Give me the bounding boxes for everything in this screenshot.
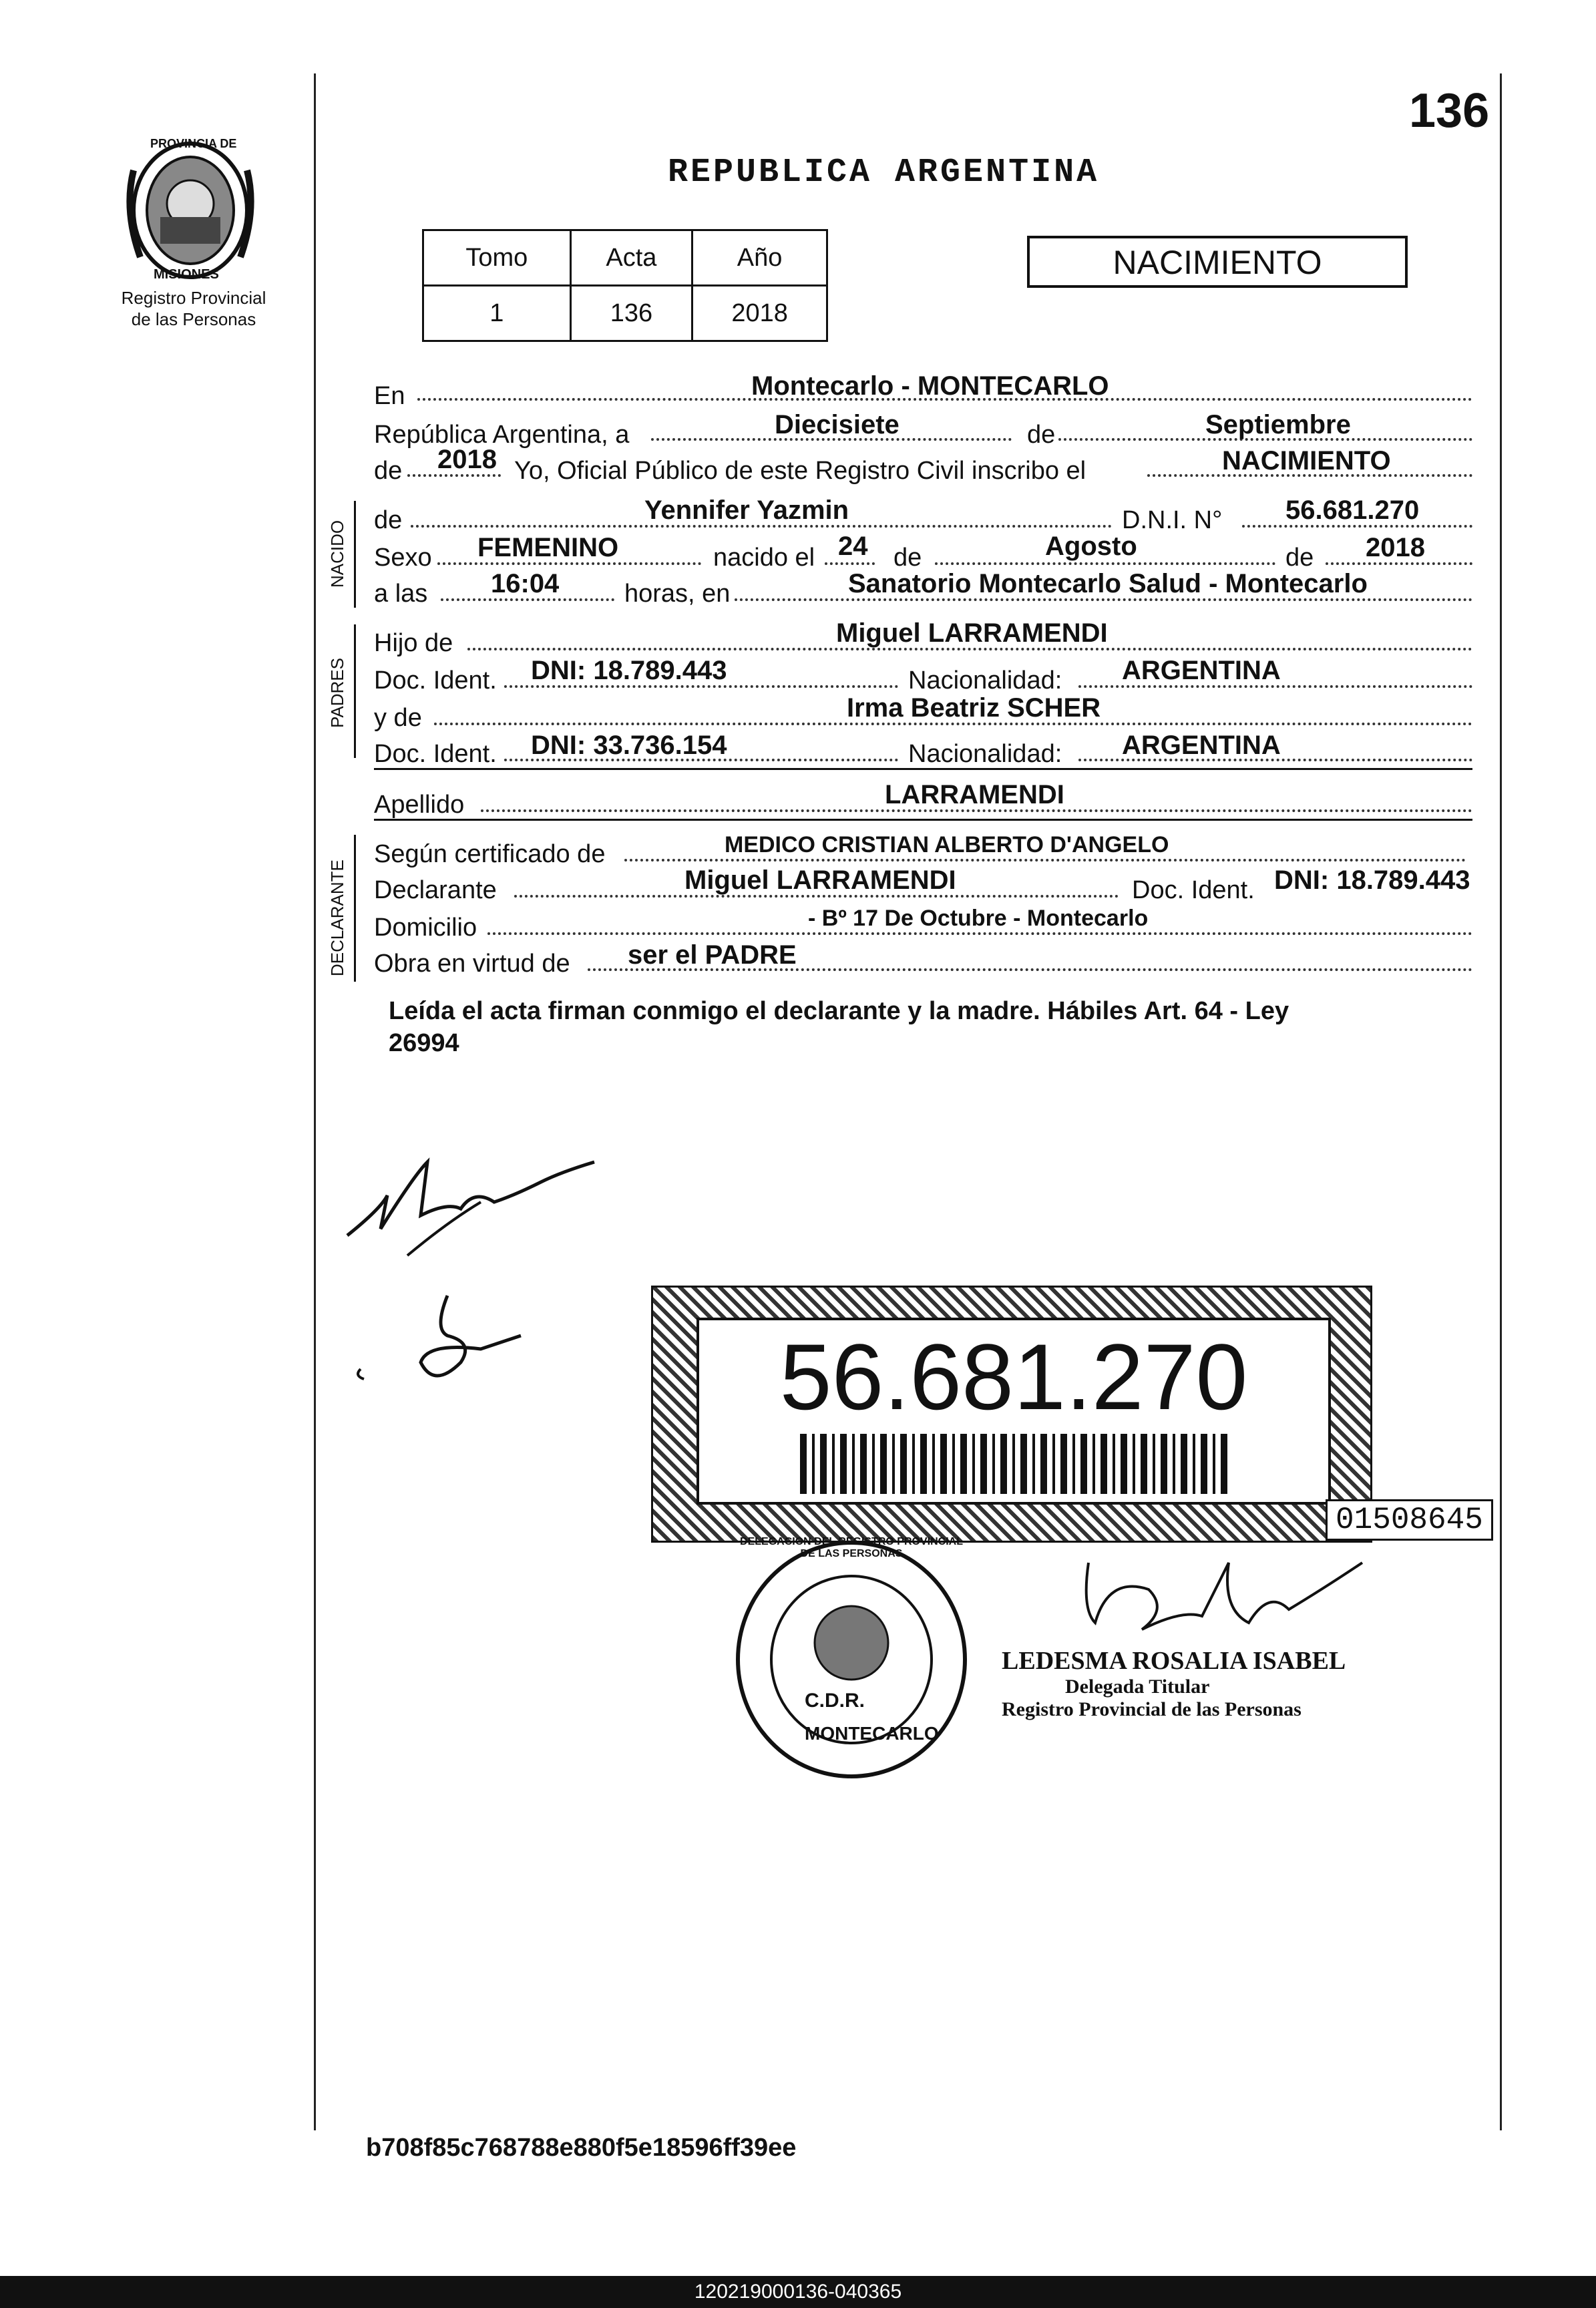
label-doc-ident-declarante: Doc. Ident.	[1132, 876, 1255, 904]
label-y-de: y de	[374, 704, 422, 732]
value-madre: Irma Beatriz SCHER	[847, 693, 1101, 723]
closing-text	[389, 995, 1289, 1059]
dotline	[487, 932, 1472, 935]
value-inscribe: NACIMIENTO	[1222, 446, 1391, 475]
page-number: 136	[1409, 84, 1490, 138]
dotline	[935, 562, 1275, 565]
value-declarante: Miguel LARRAMENDI	[684, 866, 956, 895]
side-label-padres: PADRES	[327, 658, 347, 728]
value-lugar: Montecarlo - MONTECARLO	[751, 371, 1109, 401]
value-hora: 16:04	[491, 569, 560, 598]
footer-bar	[0, 2276, 1596, 2308]
value-mes-nac: Agosto	[1045, 532, 1137, 561]
value-dia: Diecisiete	[775, 410, 900, 439]
signatory-name: LEDESMA ROSALIA ISABEL	[1002, 1647, 1346, 1675]
table-header-tomo: Tomo	[423, 230, 571, 286]
misiones-shield-icon	[120, 130, 260, 291]
dotline	[624, 859, 1466, 861]
label-a-las: a las	[374, 580, 428, 608]
value-madre-nac: ARGENTINA	[1122, 731, 1281, 760]
document-hash: b708f85c768788e880f5e18596ff39ee	[366, 2134, 797, 2162]
logo-caption	[93, 287, 294, 330]
closing-text-line1: Leída el acta firman conmigo el declarante y la madre. Hábiles Art. 64 - Ley	[389, 997, 1289, 1025]
left-margin-line	[314, 73, 316, 2130]
table-value-tomo: 1	[423, 286, 571, 341]
record-type-box	[1027, 236, 1408, 288]
dotline	[825, 562, 875, 565]
logo-bottom-text: MISIONES	[154, 267, 219, 282]
label-nacionalidad-madre: Nacionalidad:	[908, 740, 1062, 768]
value-lugar-nac: Sanatorio Montecarlo Salud - Montecarlo	[848, 569, 1368, 598]
dni-sticker-inner	[696, 1318, 1331, 1505]
value-mes: Septiembre	[1205, 410, 1351, 439]
label-doc-ident-padre: Doc. Ident.	[374, 666, 497, 695]
table-header-acta: Acta	[570, 230, 692, 286]
dni-sticker-serial: 01508645	[1326, 1499, 1493, 1541]
value-nombre: Yennifer Yazmin	[644, 496, 849, 525]
declarant-signature	[341, 1135, 608, 1269]
label-obra-en-virtud: Obra en virtud de	[374, 950, 570, 978]
label-sexo: Sexo	[374, 544, 432, 572]
right-margin-line	[1500, 73, 1502, 2130]
label-domicilio: Domicilio	[374, 914, 477, 942]
value-anio: 2018	[437, 445, 497, 474]
table-header-anio: Año	[692, 230, 827, 286]
signatory-block	[1002, 1646, 1346, 1721]
closing-text-line2: 26994	[389, 1029, 459, 1057]
label-horas-en: horas, en	[624, 580, 731, 608]
padres-bracket	[354, 624, 356, 758]
province-logo	[120, 130, 260, 291]
seal-bottom-text: MONTECARLO	[805, 1723, 939, 1744]
label-de-mes: de	[1027, 421, 1056, 449]
mother-signature	[347, 1289, 534, 1402]
label-de-anio2: de	[1285, 544, 1314, 572]
label-de-year: de	[374, 457, 403, 485]
value-certificado: MEDICO CRISTIAN ALBERTO D'ANGELO	[725, 832, 1169, 857]
side-label-nacido: NACIDO	[327, 520, 347, 588]
dni-sticker-number: 56.681.270	[779, 1324, 1248, 1429]
label-yo-oficial: Yo, Oficial Público de este Registro Civil inscribo el	[514, 457, 1086, 485]
table-value-anio: 2018	[692, 286, 827, 341]
value-dia-nac: 24	[838, 532, 868, 561]
label-republica: República Argentina, a	[374, 421, 630, 449]
label-apellido: Apellido	[374, 791, 465, 819]
rule	[374, 768, 1472, 770]
value-padre-nac: ARGENTINA	[1122, 656, 1281, 685]
label-de-mes2: de	[893, 544, 922, 572]
label-en: En	[374, 382, 405, 410]
logo-arc-text: PROVINCIA DE	[150, 137, 237, 150]
seal-ring-icon	[731, 1536, 972, 1783]
label-nacionalidad-padre: Nacionalidad:	[908, 666, 1062, 695]
nacido-bracket	[354, 501, 356, 608]
signatory-role: Delegada Titular	[1065, 1676, 1210, 1698]
value-sexo: FEMENINO	[477, 533, 619, 562]
logo-caption-line1: Registro Provincial	[121, 288, 266, 308]
footer-code: 120219000136-040365	[694, 2281, 902, 2303]
registry-seal	[731, 1536, 972, 1783]
logo-caption-line2: de las Personas	[131, 309, 256, 329]
label-doc-ident-madre: Doc. Ident.	[374, 740, 497, 768]
value-padre-doc: DNI: 18.789.443	[531, 656, 727, 685]
value-madre-doc: DNI: 33.736.154	[531, 731, 727, 760]
declarante-bracket	[354, 835, 356, 982]
document-title: REPUBLICA ARGENTINA	[668, 154, 1100, 192]
label-declarante: Declarante	[374, 876, 497, 904]
label-de-nombre: de	[374, 506, 403, 534]
side-label-declarante: DECLARANTE	[327, 859, 347, 976]
table-value-acta: 136	[570, 286, 692, 341]
value-apellido: LARRAMENDI	[885, 780, 1064, 809]
rule	[374, 819, 1472, 821]
value-padre: Miguel LARRAMENDI	[836, 618, 1108, 648]
registry-table	[422, 229, 828, 342]
value-dni: 56.681.270	[1285, 496, 1420, 525]
signatory-office: Registro Provincial de las Personas	[1002, 1698, 1302, 1720]
value-obra: ser el PADRE	[628, 940, 797, 970]
barcode	[800, 1434, 1227, 1494]
record-type: NACIMIENTO	[1113, 244, 1322, 281]
label-segun-certificado: Según certificado de	[374, 840, 606, 868]
label-hijo-de: Hijo de	[374, 629, 453, 657]
label-dni: D.N.I. N°	[1122, 506, 1223, 534]
seal-center-text: C.D.R.	[805, 1690, 865, 1712]
value-domicilio: - Bº 17 De Octubre - Montecarlo	[808, 906, 1149, 931]
value-anio-nac: 2018	[1366, 533, 1425, 562]
dni-sticker	[651, 1286, 1372, 1543]
value-declarante-doc: DNI: 18.789.443	[1274, 866, 1470, 895]
label-nacido-el: nacido el	[713, 544, 815, 572]
seal-ring-text: DELEGACION DEL REGISTRO PROVINCIAL DE LAS PERSONAS	[740, 1536, 963, 1559]
